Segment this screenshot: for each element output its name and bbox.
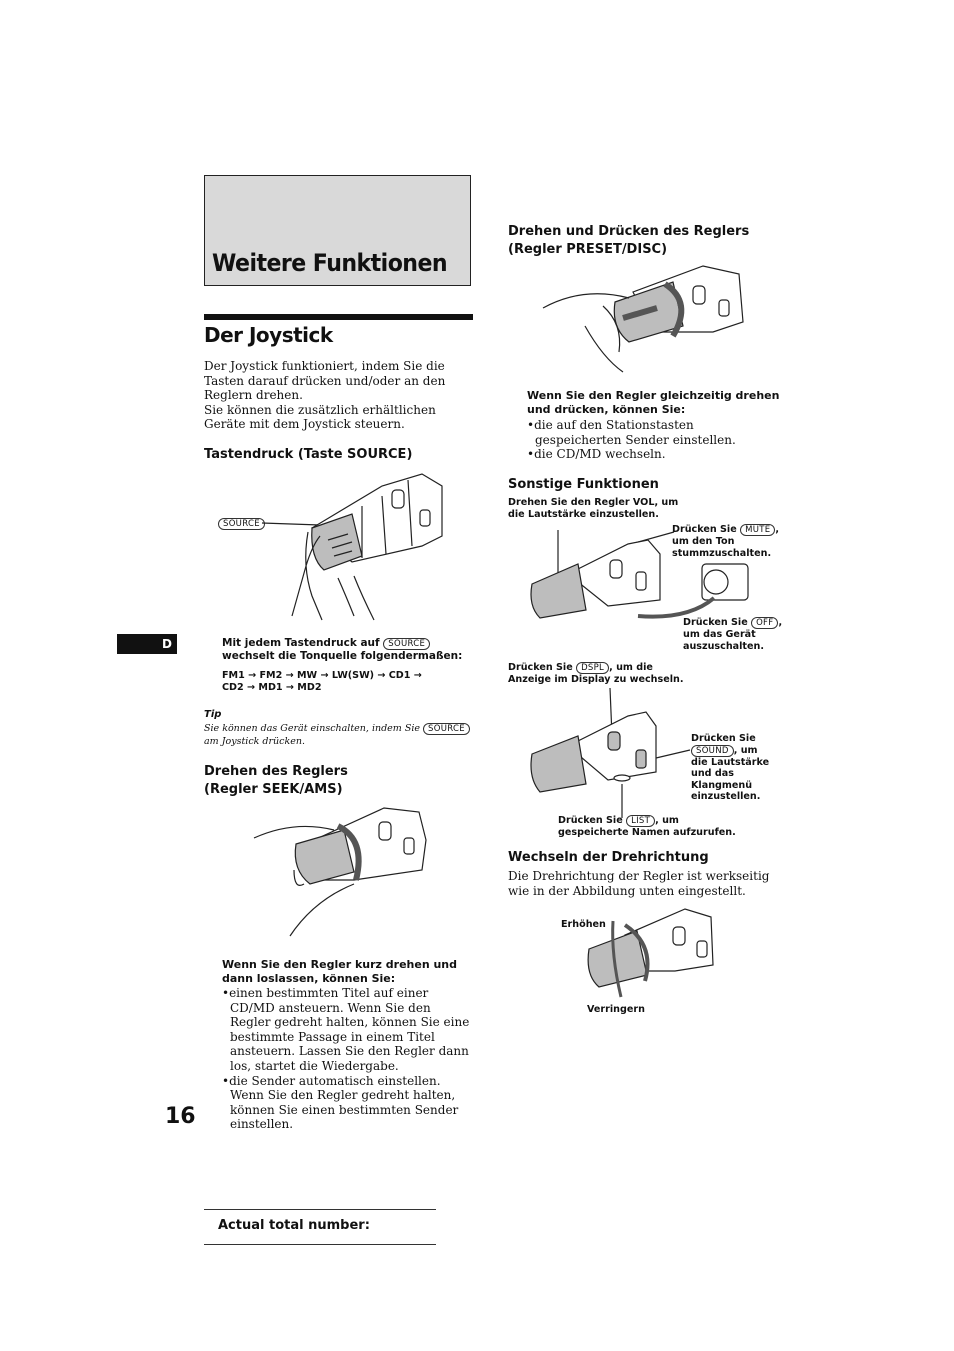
page-number: 16 [165, 1104, 196, 1129]
list-key: LIST [626, 815, 655, 827]
footer-bottom-rule [204, 1244, 436, 1245]
drehen-heading [204, 763, 348, 799]
tip-text-pre: Sie können das Gerät einschalten, indem Sie [204, 723, 421, 734]
off-key: OFF [751, 617, 778, 629]
wechseln-text: Die Drehrichtung der Regler ist werkseitig wie in der Abbildung unten eingestellt. [508, 869, 770, 898]
mute-label-pre: Drücken Sie [672, 524, 737, 535]
chapter-title-box [204, 175, 471, 286]
dspl-label-pre: Drücken Sie [508, 662, 573, 673]
off-label [683, 617, 793, 652]
mute-label-post: , um den Ton stummzuschalten. [672, 524, 780, 559]
joystick-dspl-sound-illustration [528, 688, 692, 818]
source-text-pre: Mit jedem Tastendruck auf [222, 637, 380, 649]
drehen-bullet-1: •einen bestimmten Titel auf einer CD/MD ansteuern. Wenn Sie den Regler gedreht halten, können Sie eine bestimmte Passage in einem Titel ansteuern. Lassen Sie den Regler dann los, startet die Wiedergabe. [222, 986, 470, 1073]
drehen-heading-line2: (Regler SEEK/AMS) [204, 782, 343, 797]
increase-label: Erhöhen [561, 919, 606, 930]
drehen-bullets [222, 986, 474, 1132]
mute-key: MUTE [740, 524, 775, 536]
section-rule [204, 314, 473, 320]
dspl-label-post: , um die Anzeige im Display zu wechseln. [508, 662, 684, 685]
sound-label-post: , um die Lautstärke und das Klangmenü einzustellen. [691, 744, 770, 803]
section-title: Der Joystick [204, 323, 333, 347]
tastendruck-heading: Tastendruck (Taste SOURCE) [204, 447, 413, 462]
list-label [558, 815, 748, 839]
joystick-preset-illustration [543, 262, 745, 374]
preset-heading [508, 223, 749, 259]
drehen-bullet-2-text: die Sender automatisch einstellen. Wenn Sie den Regler gedreht halten, können Sie einen bestimmten Sender einstellen. [229, 1073, 459, 1132]
preset-bullet-1: •die auf den Stationstasten gespeicherten Sender einstellen. [527, 418, 736, 447]
sound-label [691, 733, 771, 803]
joystick-direction-illustration [585, 905, 717, 1005]
joystick-seek-illustration [254, 800, 430, 940]
decrease-label: Verringern [587, 1004, 645, 1015]
footer-label: Actual total number: [218, 1218, 370, 1233]
source-key: SOURCE [383, 638, 430, 650]
drehen-heading-line1: Drehen des Reglers [204, 764, 348, 779]
chapter-title: Weitere Funktionen [212, 249, 448, 277]
drehen-bullet-2: •die Sender automatisch einstellen. Wenn Sie den Regler gedreht halten, können Sie einen bestimmten Sender einstellen. [222, 1073, 459, 1132]
intro-text-2: Sie können die zusätzlich erhältlichen Geräte mit dem Joystick steuern. [204, 402, 436, 432]
list-label-pre: Drücken Sie [558, 815, 623, 826]
intro-text: Der Joystick funktioniert, indem Sie die Tasten darauf drücken und/oder an den Reglern drehen. [204, 359, 446, 403]
source-sequence [222, 670, 482, 693]
source-text-post: wechselt die Tonquelle folgendermaßen: [222, 650, 463, 662]
list-label-post: , um gespeicherte Namen aufzurufen. [558, 815, 736, 838]
tip-text [204, 722, 479, 748]
source-description [222, 637, 482, 662]
off-label-pre: Drücken Sie [683, 617, 748, 628]
language-tab [117, 634, 177, 654]
tip-text-post: am Joystick drücken. [204, 736, 305, 747]
dspl-key: DSPL [576, 662, 609, 674]
preset-bullets [527, 418, 779, 462]
dspl-label [508, 662, 688, 686]
source-key-label: SOURCE [218, 518, 265, 530]
preset-bullet-2: •die CD/MD wechseln. [527, 447, 666, 462]
off-label-post: , um das Gerät auszuschalten. [683, 617, 783, 652]
preset-bullet-1-text: die auf den Stationstasten gespeicherten Sender einstellen. [534, 418, 736, 447]
wechseln-heading: Wechseln der Drehrichtung [508, 850, 709, 865]
preset-heading-line1: Drehen und Drücken des Reglers [508, 224, 750, 239]
footer-top-rule [204, 1209, 436, 1210]
source-sequence-line1: FM1 → FM2 → MW → LW(SW) → CD1 → [222, 670, 422, 681]
sonstige-heading: Sonstige Funktionen [508, 477, 659, 492]
preset-lead: Wenn Sie den Regler gleichzeitig drehen und drücken, können Sie: [527, 389, 780, 416]
tip-source-key: SOURCE [423, 723, 470, 735]
language-tab-label: D [162, 637, 172, 651]
preset-bullet-2-text: die CD/MD wechseln. [534, 447, 666, 462]
preset-heading-line2: (Regler PRESET/DISC) [508, 242, 668, 257]
drehen-bullet-1-text: einen bestimmten Titel auf einer CD/MD ansteuern. Wenn Sie den Regler gedreht halten, können Sie eine bestimmte Passage in einem Titel ansteuern. Lassen Sie den Regler dann los, startet die Wiedergabe. [229, 986, 470, 1073]
joystick-source-illustration [262, 466, 452, 620]
vol-label: Drehen Sie den Regler VOL, um die Lautstärke einzustellen. [508, 497, 679, 520]
sound-key: SOUND [691, 745, 734, 757]
source-sequence-line2: CD2 → MD1 → MD2 [222, 681, 322, 693]
joystick-mute-off-illustration [528, 524, 752, 624]
intro-paragraph [204, 359, 476, 432]
tip-label: Tip [204, 709, 222, 720]
drehen-lead: Wenn Sie den Regler kurz drehen und dann loslassen, können Sie: [222, 958, 458, 985]
sound-label-pre: Drücken Sie [691, 733, 756, 744]
